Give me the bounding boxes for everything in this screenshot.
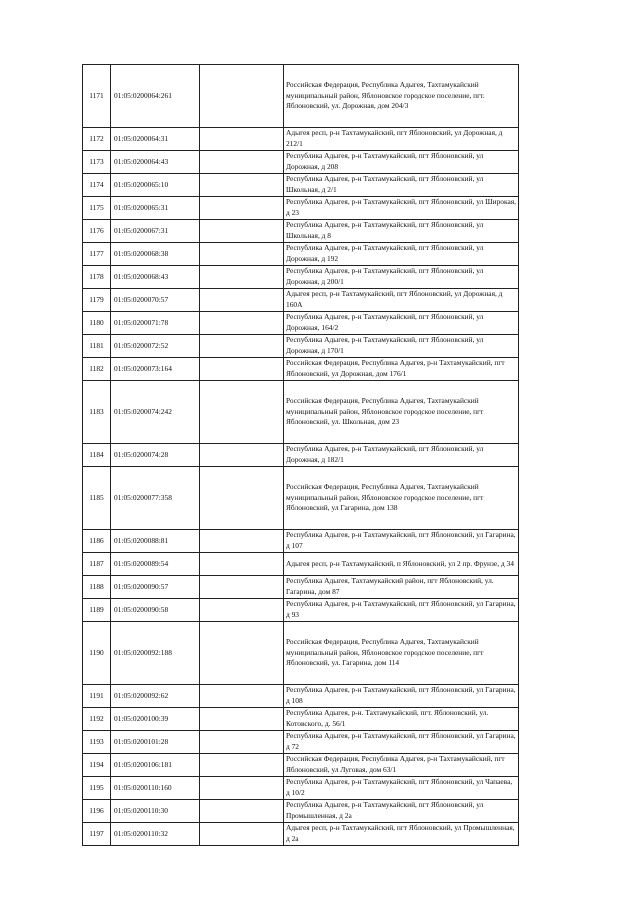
table-row <box>83 599 519 622</box>
cadastral-number-cell: 01:05:0200073:164 <box>111 358 200 381</box>
empty-cell <box>200 553 284 576</box>
cadastral-number-cell: 01:05:0200110:32 <box>111 823 200 846</box>
row-number-cell: 1186 <box>83 530 111 553</box>
table-row <box>83 754 519 777</box>
row-number-cell: 1195 <box>83 777 111 800</box>
empty-cell <box>200 335 284 358</box>
empty-cell <box>200 381 284 444</box>
address-cell: Республика Адыгея, р-н Тахтамукайский, пгт Яблоновский, ул Гагарина, д 108 <box>284 685 519 708</box>
cadastral-number-cell: 01:05:0200106:181 <box>111 754 200 777</box>
cadastral-number-cell: 01:05:0200110:30 <box>111 800 200 823</box>
table-body <box>83 65 519 846</box>
empty-cell <box>200 622 284 685</box>
row-number-cell: 1176 <box>83 220 111 243</box>
cadastral-number-cell: 01:05:0200090:58 <box>111 599 200 622</box>
empty-cell <box>200 708 284 731</box>
empty-cell <box>200 685 284 708</box>
address-cell: Российская Федерация, Республика Адыгея, Тахтамукайский муниципальный район, Яблоновское городское поселение, пгт Яблоновский, ул. Школьная, дом 23 <box>284 381 519 444</box>
address-cell: Республика Адыгея, р-н Тахтамукайский, пгт Яблоновский, ул Школьная, д 8 <box>284 220 519 243</box>
row-number-cell: 1172 <box>83 128 111 151</box>
property-register-table <box>82 64 519 846</box>
empty-cell <box>200 266 284 289</box>
empty-cell <box>200 220 284 243</box>
empty-cell <box>200 754 284 777</box>
empty-cell <box>200 800 284 823</box>
row-number-cell: 1171 <box>83 65 111 128</box>
address-cell: Республика Адыгея, р-н Тахтамукайский, пгт Яблоновский, ул Чапаева, д 10/2 <box>284 777 519 800</box>
cadastral-number-cell: 01:05:0200074:28 <box>111 444 200 467</box>
row-number-cell: 1177 <box>83 243 111 266</box>
cadastral-number-cell: 01:05:0200068:38 <box>111 243 200 266</box>
cadastral-number-cell: 01:05:0200064:261 <box>111 65 200 128</box>
address-cell: Республика Адыгея, р-н Тахтамукайский, пгт Яблоновский, ул Гагарина, д 93 <box>284 599 519 622</box>
address-cell: Республика Адыгея, р-н Тахтамукайский, пгт Яблоновский, ул Промышленная, д 2а <box>284 800 519 823</box>
empty-cell <box>200 65 284 128</box>
cadastral-number-cell: 01:05:0200092:188 <box>111 622 200 685</box>
row-number-cell: 1175 <box>83 197 111 220</box>
table-row <box>83 800 519 823</box>
row-number-cell: 1191 <box>83 685 111 708</box>
table-row <box>83 777 519 800</box>
address-cell: Республика Адыгея, р-н Тахтамукайский, пгт Яблоновский, ул Гагарина, д 72 <box>284 731 519 754</box>
table-row <box>83 312 519 335</box>
empty-cell <box>200 174 284 197</box>
row-number-cell: 1196 <box>83 800 111 823</box>
table-row <box>83 381 519 444</box>
empty-cell <box>200 444 284 467</box>
row-number-cell: 1194 <box>83 754 111 777</box>
cadastral-number-cell: 01:05:0200074:242 <box>111 381 200 444</box>
address-cell: Адыгея респ, р-н Тахтамукайский, пгт Яблоновский, ул Дорожная, д 160А <box>284 289 519 312</box>
address-cell: Республика Адыгея, р-н Тахтамукайский, пгт Яблоновский, ул Дорожная, д 200/1 <box>284 266 519 289</box>
cadastral-number-cell: 01:05:0200088:81 <box>111 530 200 553</box>
address-cell: Республика Адыгея, р-н Тахтамукайский, пгт Яблоновский, ул Широкая, д 23 <box>284 197 519 220</box>
empty-cell <box>200 358 284 381</box>
address-cell: Республика Адыгея, Тахтамукайский район, пгт Яблоновский, ул. Гагарина, дом 87 <box>284 576 519 599</box>
table-row <box>83 358 519 381</box>
table-row <box>83 731 519 754</box>
table-row <box>83 444 519 467</box>
empty-cell <box>200 312 284 335</box>
row-number-cell: 1179 <box>83 289 111 312</box>
table-row <box>83 335 519 358</box>
cadastral-number-cell: 01:05:0200065:10 <box>111 174 200 197</box>
empty-cell <box>200 576 284 599</box>
empty-cell <box>200 599 284 622</box>
empty-cell <box>200 243 284 266</box>
cadastral-number-cell: 01:05:0200072:52 <box>111 335 200 358</box>
table-row <box>83 685 519 708</box>
empty-cell <box>200 289 284 312</box>
row-number-cell: 1181 <box>83 335 111 358</box>
address-cell: Республика Адыгея, р-н Тахтамукайский, пгт Яблоновский, ул Дорожная, д 170/1 <box>284 335 519 358</box>
cadastral-number-cell: 01:05:0200089:54 <box>111 553 200 576</box>
cadastral-number-cell: 01:05:0200101:28 <box>111 731 200 754</box>
table-row <box>83 65 519 128</box>
address-cell: Российская Федерация, Республика Адыгея, Тахтамукайский муниципальный район, Яблоновское городское поселение, пгт Яблоновский, ул Гагарина, дом 138 <box>284 467 519 530</box>
address-cell: Республика Адыгея, р-н Тахтамукайский, пгт Яблоновский, ул Дорожная, д 208 <box>284 151 519 174</box>
address-cell: Республика Адыгея, р-н Тахтамукайский, пгт Яблоновский, ул Школьная, д 2/1 <box>284 174 519 197</box>
cadastral-number-cell: 01:05:0200092:62 <box>111 685 200 708</box>
row-number-cell: 1187 <box>83 553 111 576</box>
row-number-cell: 1192 <box>83 708 111 731</box>
cadastral-number-cell: 01:05:0200070:57 <box>111 289 200 312</box>
table-row <box>83 467 519 530</box>
address-cell: Республика Адыгея, р-н. Тахтамукайский, пгт. Яблоновский, ул. Котовского, д. 56/1 <box>284 708 519 731</box>
address-cell: Российская Федерация, Республика Адыгея, р-н Тахтамукайский, пгт Яблоновский, ул Дорожная, дом 176/1 <box>284 358 519 381</box>
table-row <box>83 128 519 151</box>
cadastral-number-cell: 01:05:0200090:57 <box>111 576 200 599</box>
empty-cell <box>200 467 284 530</box>
table-row <box>83 622 519 685</box>
table-row <box>83 243 519 266</box>
empty-cell <box>200 777 284 800</box>
address-cell: Российская Федерация, Республика Адыгея, Тахтамукайский муниципальный район, Яблоновское городское поселение, пгт. Яблоновский, ул. Дорожная, дом 204/3 <box>284 65 519 128</box>
address-cell: Адыгея респ, р-н Тахтамукайский, пгт Яблоновский, ул Дорожная, д 212/1 <box>284 128 519 151</box>
cadastral-number-cell: 01:05:0200065:31 <box>111 197 200 220</box>
cadastral-number-cell: 01:05:0200071:78 <box>111 312 200 335</box>
row-number-cell: 1185 <box>83 467 111 530</box>
cadastral-number-cell: 01:05:0200100:39 <box>111 708 200 731</box>
cadastral-number-cell: 01:05:0200067:31 <box>111 220 200 243</box>
row-number-cell: 1193 <box>83 731 111 754</box>
row-number-cell: 1188 <box>83 576 111 599</box>
row-number-cell: 1189 <box>83 599 111 622</box>
empty-cell <box>200 128 284 151</box>
cadastral-number-cell: 01:05:0200110:160 <box>111 777 200 800</box>
table-row <box>83 266 519 289</box>
row-number-cell: 1173 <box>83 151 111 174</box>
cadastral-number-cell: 01:05:0200068:43 <box>111 266 200 289</box>
row-number-cell: 1174 <box>83 174 111 197</box>
table-row <box>83 220 519 243</box>
row-number-cell: 1184 <box>83 444 111 467</box>
row-number-cell: 1183 <box>83 381 111 444</box>
table-row <box>83 151 519 174</box>
address-cell: Республика Адыгея, р-н Тахтамукайский, пгт Яблоновский, ул Гагарина, д 107 <box>284 530 519 553</box>
address-cell: Адыгея респ, р-н Тахтамукайский, пгт Яблоновский, ул Промышленная, д 2а <box>284 823 519 846</box>
empty-cell <box>200 731 284 754</box>
row-number-cell: 1190 <box>83 622 111 685</box>
empty-cell <box>200 151 284 174</box>
table-row <box>83 553 519 576</box>
table-row <box>83 530 519 553</box>
table-row <box>83 823 519 846</box>
cadastral-number-cell: 01:05:0200064:43 <box>111 151 200 174</box>
row-number-cell: 1182 <box>83 358 111 381</box>
address-cell: Российская Федерация, Республика Адыгея, р-н Тахтамукайский, пгт Яблоновский, ул Луговая, дом 63/1 <box>284 754 519 777</box>
table-row <box>83 197 519 220</box>
row-number-cell: 1197 <box>83 823 111 846</box>
row-number-cell: 1178 <box>83 266 111 289</box>
empty-cell <box>200 823 284 846</box>
empty-cell <box>200 530 284 553</box>
table-row <box>83 576 519 599</box>
address-cell: Республика Адыгея, р-н Тахтамукайский, пгт Яблоновский, ул Дорожная, д 192 <box>284 243 519 266</box>
empty-cell <box>200 197 284 220</box>
address-cell: Республика Адыгея, р-н Тахтамукайский, пгт Яблоновский, ул Дорожная, 164/2 <box>284 312 519 335</box>
cadastral-number-cell: 01:05:0200064:31 <box>111 128 200 151</box>
table-row <box>83 174 519 197</box>
address-cell: Адыгея респ, р-н Тахтамукайский, п Яблоновский, ул 2 пр. Фрунзе, д 34 <box>284 553 519 576</box>
row-number-cell: 1180 <box>83 312 111 335</box>
address-cell: Российская Федерация, Республика Адыгея, Тахтамукайский муниципальный район, Яблоновское городское поселение, пгт Яблоновский, ул. Гагарина, дом 114 <box>284 622 519 685</box>
cadastral-number-cell: 01:05:0200077:358 <box>111 467 200 530</box>
table-row <box>83 289 519 312</box>
address-cell: Республика Адыгея, р-н Тахтамукайский, пгт Яблоновский, ул Дорожная, д 182/1 <box>284 444 519 467</box>
table-row <box>83 708 519 731</box>
